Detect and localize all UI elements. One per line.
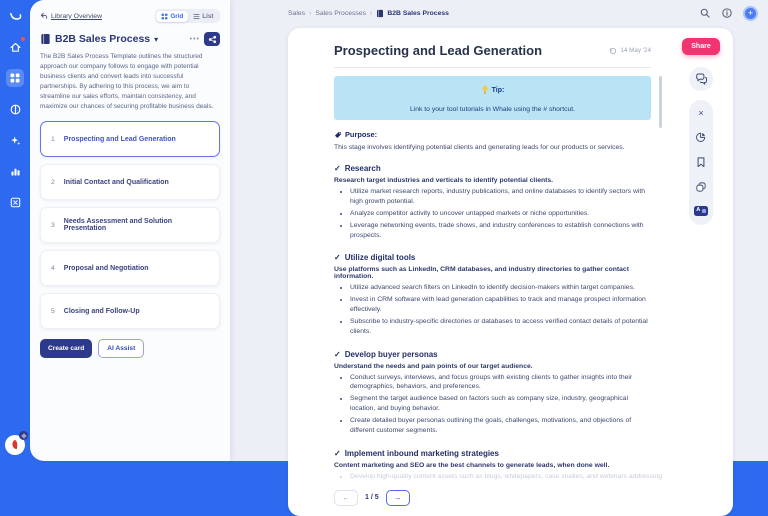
tag-icon	[334, 131, 342, 139]
user-avatar[interactable]	[5, 435, 25, 455]
divider	[334, 67, 651, 68]
gear-icon	[19, 431, 28, 440]
section-heading: Research	[344, 164, 381, 174]
close-icon[interactable]: ×	[698, 108, 704, 118]
add-button[interactable]: +	[743, 6, 758, 21]
step-item-3[interactable]	[40, 207, 220, 243]
list-label: List	[202, 12, 214, 20]
tip-callout	[334, 76, 651, 120]
lightbulb-icon	[481, 85, 489, 95]
bullet-item: • Create detailed buyer personas outlining the goals, challenges, motivations, and objections of different customer segments.	[350, 416, 651, 436]
main-area	[230, 0, 768, 503]
purpose-text: This stage involves identifying potential clients and generating leads for our products or services.	[334, 144, 625, 151]
step-item-5[interactable]	[40, 293, 220, 329]
top-bar	[230, 0, 768, 26]
more-options-button[interactable]: •••	[189, 35, 200, 43]
search-icon[interactable]	[699, 7, 711, 19]
prev-page-button[interactable]: ←	[334, 490, 358, 506]
section-buyer-personas	[334, 350, 651, 438]
bullet-item: • Conduct surveys, interviews, and focus groups with existing clients to gather insights into their demographics, behaviors, and preferences.	[350, 373, 651, 393]
section-lead: Research target industries and verticals to identify potential clients.	[334, 177, 554, 185]
share-node-button[interactable]	[204, 32, 220, 46]
grid-icon	[161, 13, 168, 20]
split-circle-icon[interactable]	[6, 100, 24, 118]
breadcrumb-current-label: B2B Sales Process	[387, 9, 449, 17]
back-arrow-icon	[40, 12, 48, 20]
next-page-button[interactable]: →	[386, 490, 410, 506]
document-content	[288, 28, 669, 516]
library-overview-label: Library Overview	[51, 12, 102, 20]
step-label: Closing and Follow-Up	[63, 307, 140, 315]
grid-view-button[interactable]	[156, 11, 188, 22]
page-indicator: 1 / 5	[365, 494, 379, 502]
step-number: 1	[51, 135, 55, 143]
step-item-1[interactable]	[40, 121, 220, 157]
help-info-icon[interactable]	[721, 7, 733, 19]
translate-icon[interactable]: A	[694, 206, 708, 216]
list-icon	[193, 13, 200, 20]
document-card	[288, 28, 733, 516]
share-button[interactable]: Share	[682, 38, 719, 55]
book-icon	[376, 9, 384, 18]
purpose-label: Purpose:	[345, 130, 378, 139]
tool-pill	[689, 100, 713, 225]
bullet-item: • Utilize market research reports, industry publications, and online databases to identify sectors with high growth potential.	[350, 187, 651, 207]
nav-rail	[0, 0, 30, 461]
breadcrumb	[288, 9, 449, 18]
apps-grid-icon[interactable]	[6, 69, 24, 87]
whale-logo-icon[interactable]	[6, 7, 24, 25]
check-icon: ✓	[334, 448, 341, 458]
notification-dot	[21, 37, 25, 41]
bookmark-icon[interactable]	[696, 156, 706, 168]
step-item-2[interactable]	[40, 164, 220, 200]
ai-assist-button[interactable]: AI Assist	[98, 339, 144, 358]
step-number: 3	[51, 221, 55, 229]
breadcrumb-sales-processes[interactable]: Sales Processes	[315, 9, 366, 17]
check-icon: ✓	[334, 253, 341, 263]
date-label: 14 May '24	[620, 47, 651, 54]
breadcrumb-sales[interactable]: Sales	[288, 9, 306, 17]
purpose-heading	[334, 130, 651, 139]
step-label: Initial Contact and Qualification	[63, 178, 169, 186]
book-icon	[40, 33, 51, 45]
step-item-4[interactable]	[40, 250, 220, 286]
playbook-title: B2B Sales Process	[55, 33, 151, 45]
pie-chart-icon[interactable]	[695, 131, 707, 143]
bullet-item: • Utilize advanced search filters on LinkedIn to identify decision-makers within target companies.	[350, 283, 651, 293]
step-label: Needs Assessment and Solution Presentation	[63, 218, 173, 233]
section-research	[334, 164, 651, 242]
library-panel	[30, 0, 230, 461]
list-view-button[interactable]	[188, 11, 218, 22]
step-number: 4	[51, 264, 55, 272]
section-inbound-marketing	[334, 448, 663, 484]
bullet-item: • Develop high-quality content assets such as blogs, whitepapers, case studies, and webinars addressing	[350, 472, 651, 482]
view-toggle	[155, 9, 220, 23]
bullet-item: • Segment the target audience based on factors such as company size, industry, geographical location, and buying behavior.	[350, 394, 651, 414]
chevron-down-icon[interactable]: ▾	[154, 34, 159, 44]
check-icon: ✓	[334, 349, 341, 359]
chevron-right-icon: ›	[309, 9, 312, 17]
step-number: 5	[51, 307, 55, 315]
history-icon	[609, 47, 617, 55]
step-label: Proposal and Negotiation	[63, 264, 149, 272]
pagination	[334, 484, 651, 508]
share-node-icon	[208, 35, 217, 44]
steps-list	[40, 121, 220, 329]
chevron-right-icon: ›	[369, 9, 373, 17]
section-lead: Understand the needs and pain points of our target audience.	[334, 362, 533, 370]
section-heading: Develop buyer personas	[344, 349, 438, 359]
bullet-item: • Leverage networking events, trade shows, and industry conferences to establish connections with prospects.	[350, 221, 651, 241]
grid-label: Grid	[170, 12, 184, 20]
bullet-item: • Subscribe to industry-specific directories or databases to access verified contact details of potential clients.	[350, 317, 651, 337]
tip-title	[481, 85, 505, 95]
document-toolbar	[669, 28, 733, 516]
section-heading: Utilize digital tools	[344, 253, 416, 263]
home-icon[interactable]	[6, 38, 24, 56]
step-number: 2	[51, 178, 55, 186]
tip-body: Link to your tool tutorials in Whale using the # shortcut.	[409, 106, 576, 113]
copy-icon[interactable]	[695, 181, 707, 193]
step-label: Prospecting and Lead Generation	[63, 135, 176, 143]
bullet-item: • Invest in CRM software with lead generation capabilities to track and manage prospect information effectively.	[350, 295, 651, 315]
section-lead: Use platforms such as LinkedIn, CRM databases, and industry directories to gather contact information.	[334, 266, 629, 281]
tip-title-text: Tip:	[491, 86, 505, 94]
ai-sparkles-icon[interactable]	[6, 131, 24, 149]
library-overview-link[interactable]	[40, 12, 102, 20]
breadcrumb-current[interactable]	[376, 9, 449, 18]
analytics-bars-icon[interactable]	[6, 162, 24, 180]
section-lead: Content marketing and SEO are the best channels to generate leads, when done well.	[334, 461, 610, 469]
package-box-icon[interactable]	[6, 193, 24, 211]
check-icon: ✓	[334, 164, 341, 174]
bullet-item: • Analyze competitor activity to uncover untapped markets or niche opportunities.	[350, 209, 651, 219]
create-card-button[interactable]: Create card	[40, 339, 92, 358]
section-digital-tools	[334, 253, 651, 338]
section-heading: Implement inbound marketing strategies	[344, 448, 499, 458]
last-updated	[609, 47, 651, 55]
playbook-description: The B2B Sales Process Template outlines the structured approach our company follows to engage with potential business clients and convert leads into successful partnerships. By adhering to this process, we aim to streamline our sales efforts, maintain consistency, and maximize our chances of securing profitable business deals.	[40, 53, 214, 111]
scrollbar[interactable]	[659, 76, 663, 128]
comments-icon[interactable]	[689, 67, 713, 91]
page-title: Prospecting and Lead Generation	[334, 43, 543, 58]
